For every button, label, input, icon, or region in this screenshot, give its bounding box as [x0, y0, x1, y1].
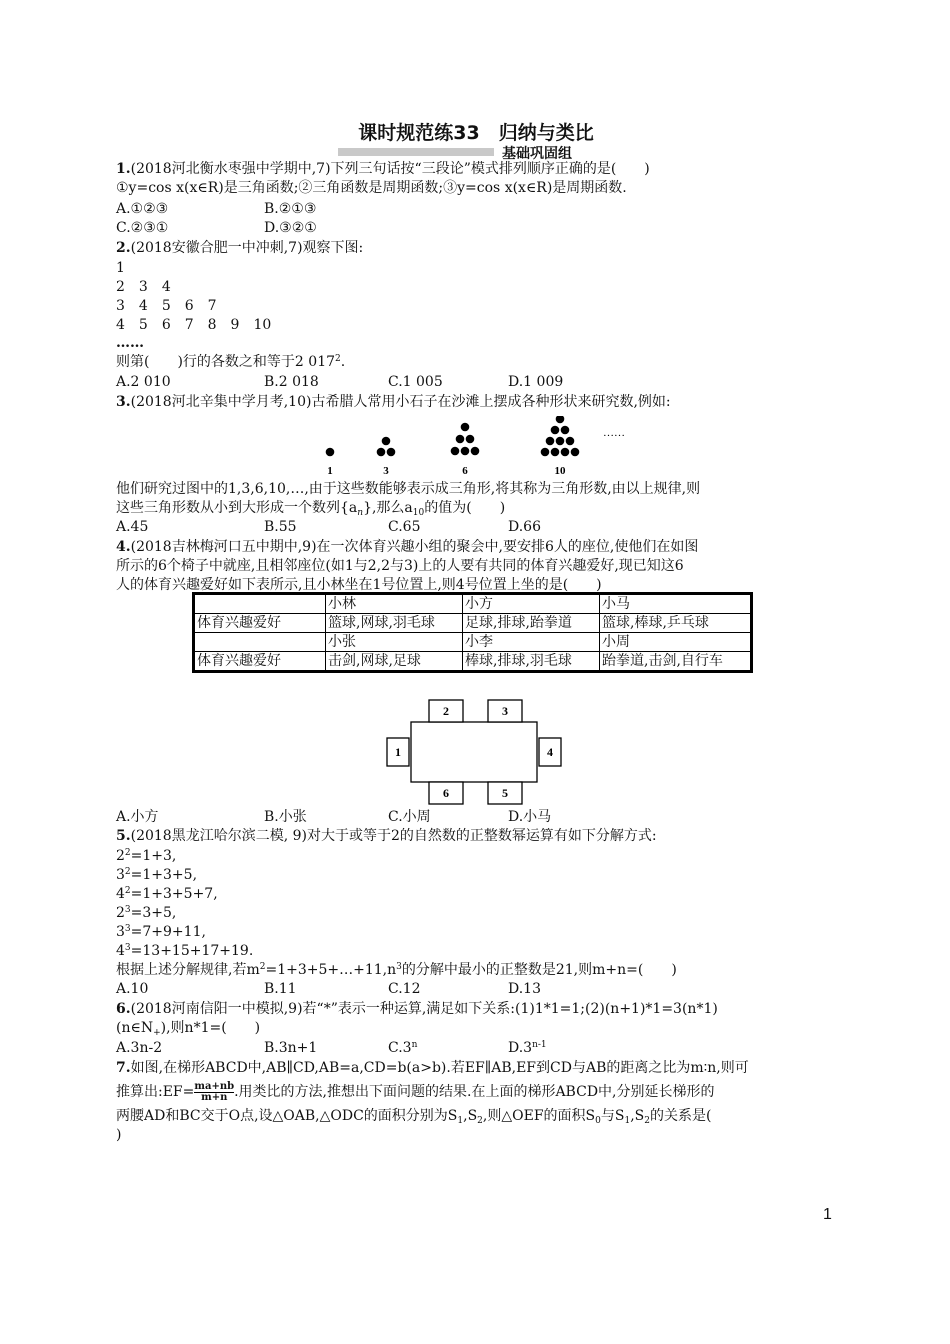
q2-option-b[interactable]: B.2 018 — [264, 374, 319, 390]
q1-option-a[interactable]: A.①②③ — [116, 201, 169, 217]
q5-option-b[interactable]: B.11 — [264, 981, 297, 997]
q3-option-a[interactable]: A.45 — [116, 519, 149, 535]
q7-text-line3: 两腰AD和BC交于O点,设△OAB,△ODC的面积分别为$S_1,S_2$,则△OEF的面积$S_0$与$S_1,S_2$的关系是( — [116, 1108, 712, 1126]
table-row: 小张 小李 小周 — [194, 633, 752, 652]
page-number: 1 — [823, 1206, 832, 1223]
figure-label-6: 6 — [462, 465, 468, 477]
q2-row-1: 1 — [116, 260, 125, 276]
triangular-numbers-figure — [306, 416, 646, 480]
figure-label-1: 1 — [327, 465, 333, 477]
q1-option-b[interactable]: B.②①③ — [264, 201, 317, 217]
q5-option-d[interactable]: D.13 — [508, 981, 541, 997]
q3-text-line3: 这些三角形数从小到大形成一个数列$\{a_n\}$,那么$a_{10}$的值为( ) — [116, 500, 506, 518]
q7-text-line2: 推算出:EF= $\frac{ma+nb}{m+n}$ .用类比的方法,推想出下面问题的结果.在上面的梯形ABCD中,分别延长梯形的 — [116, 1080, 715, 1103]
q4-option-c[interactable]: C.小周 — [388, 809, 431, 825]
q3-option-c[interactable]: C.65 — [388, 519, 421, 535]
q5-eq-1: $2^2=1+3$, — [116, 848, 177, 864]
table-row: 小林 小方 小马 — [194, 594, 752, 614]
q5-option-a[interactable]: A.10 — [116, 981, 149, 997]
q4-option-b[interactable]: B.小张 — [264, 809, 307, 825]
section-subtitle: 基础巩固组 — [502, 146, 572, 162]
table-row: 体育兴趣爱好 击剑,网球,足球 棒球,排球,羽毛球 跆拳道,击剑,自行车 — [194, 652, 752, 672]
q6-text-line2: $(n\in N_+)$,则n*1=( ) — [116, 1020, 261, 1038]
q3-stem: 3.(2018河北辛集中学月考,10)古希腊人常用小石子在沙滩上摆成各种形状来研究数,例如: — [116, 394, 671, 410]
q4-stem: 4.(2018吉林梅河口五中期中,9)在一次体育兴趣小组的聚会中,要安排6人的座位,使他们在如图 — [116, 539, 699, 555]
ef-fraction: $\frac{ma+nb}{m+n}$ — [194, 1080, 235, 1103]
q5-option-c[interactable]: C.12 — [388, 981, 421, 997]
q5-eq-5: $3^3=7+9+11$, — [116, 924, 206, 940]
figure-label-3: 3 — [383, 465, 389, 477]
seat-1: 1 — [395, 745, 401, 759]
q7-stem: 7.如图,在梯形ABCD中,AB∥CD,AB=a,CD=b(a>b).若EF∥AB,EF到CD与AB的距离之比为m∶n,则可 — [116, 1060, 749, 1076]
q4-text-line2: 所示的6个椅子中就座,且相邻座位(如1与2,2与3)上的人要有共同的体育兴趣爱好,现已知这6 — [116, 558, 684, 574]
table-row: 体育兴趣爱好 篮球,网球,羽毛球 足球,排球,跆拳道 篮球,棒球,乒乓球 — [194, 614, 752, 633]
q2-row-3: 3 4 5 6 7 — [116, 298, 217, 314]
q3-text-line2: 他们研究过图中的1,3,6,10,…,由于这些数能够表示成三角形,将其称为三角形数,由以上规律,则 — [116, 481, 701, 497]
q1-option-d[interactable]: D.③②① — [264, 220, 317, 236]
q7-text-line4: ) — [116, 1127, 122, 1143]
q2-option-a[interactable]: A.2 010 — [116, 374, 171, 390]
q4-option-d[interactable]: D.小马 — [508, 809, 552, 825]
q2-option-c[interactable]: C.1 005 — [388, 374, 443, 390]
seat-4: 4 — [547, 745, 553, 759]
figure-more: …… — [603, 427, 625, 439]
q2-row-2: 2 3 4 — [116, 279, 171, 295]
q5-eq-3: $4^2=1+3+5+7$, — [116, 886, 218, 902]
hobby-table — [192, 592, 753, 673]
q1-option-c[interactable]: C.②③① — [116, 220, 169, 236]
q2-option-d[interactable]: D.1 009 — [508, 374, 564, 390]
subtitle-bar — [338, 148, 494, 156]
q6-option-c[interactable]: C.3$^n$ — [388, 1040, 418, 1056]
q2-row-4: 4 5 6 7 8 9 10 — [116, 317, 272, 333]
q3-option-d[interactable]: D.66 — [508, 519, 541, 535]
q4-text-line3: 人的体育兴趣爱好如下表所示,且小林坐在1号位置上,则4号位置上坐的是( ) — [116, 577, 602, 593]
q5-eq-4: $2^3=3+5$, — [116, 905, 177, 921]
seat-2: 2 — [443, 704, 449, 718]
seat-3: 3 — [502, 704, 508, 718]
figure-label-10: 10 — [554, 465, 566, 477]
q2-stem: 2.(2018安徽合肥一中冲刺,7)观察下图: — [116, 240, 364, 256]
q4-option-a[interactable]: A.小方 — [116, 809, 159, 825]
seat-6: 6 — [443, 786, 449, 800]
q6-option-d[interactable]: D.3$^{n-1}$ — [508, 1040, 547, 1056]
seat-5: 5 — [502, 786, 508, 800]
q1-statements: ①y=cos x(x∈R)是三角函数;②三角函数是周期函数;③y=cos x(x∈R)是周期函数. — [116, 180, 627, 196]
q6-stem: 6.(2018河南信阳一中模拟,9)若“*”表示一种运算,满足如下关系:(1)1*1=1;(2)(n+1)*1=3(n*1) — [116, 1001, 718, 1017]
q3-option-b[interactable]: B.55 — [264, 519, 297, 535]
q2-row-ellipsis: …… — [116, 335, 144, 351]
q2-question: 则第( )行的各数之和等于2 $017^2$. — [116, 354, 346, 370]
q5-eq-2: $3^2=1+3+5$, — [116, 867, 198, 883]
q6-option-a[interactable]: A.3n-2 — [116, 1040, 163, 1056]
q1-stem: 1.(2018河北衡水枣强中学期中,7)下列三句话按“三段论”模式排列顺序正确的是( ) — [116, 161, 650, 177]
q6-option-b[interactable]: B.3n+1 — [264, 1040, 318, 1056]
page-title: 课时规范练33 归纳与类比 — [358, 122, 594, 144]
q5-stem: 5.(2018黑龙江哈尔滨二模, 9)对大于或等于2的自然数的正整数幂运算有如下分解方式: — [116, 828, 657, 844]
q5-question: 根据上述分解规律,若$m^2=1+3+5+\dots+11,n^3$的分解中最小的正整数是21,则m+n=( ) — [116, 962, 677, 978]
seating-diagram — [386, 698, 562, 806]
q5-eq-6: $4^3=13+15+17+19$. — [116, 943, 254, 959]
